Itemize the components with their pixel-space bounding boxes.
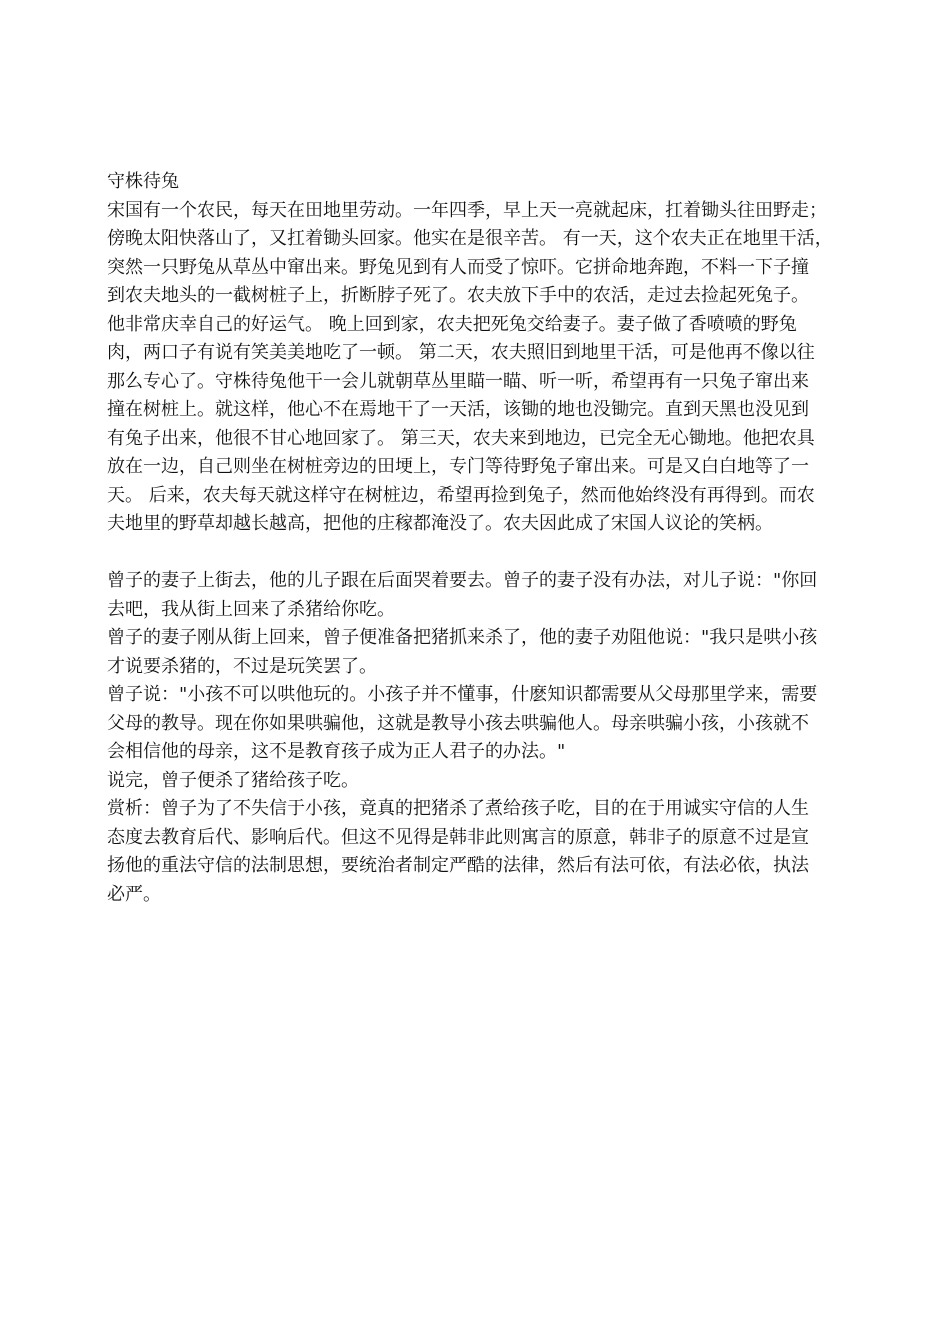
story1-line: 那么专心了。守株待兔他干一会儿就朝草丛里瞄一瞄、听一听，希望再有一只兔子窜出来 [107, 370, 809, 392]
story1-line: 到农夫地头的一截树桩子上，折断脖子死了。农夫放下手中的农活，走过去捡起死兔子。 [107, 285, 809, 306]
story2-line: 必严。 [107, 883, 161, 905]
story1-line: 突然一只野兔从草丛中窜出来。野兔见到有人而受了惊吓。它拼命地奔跑，不料一下子撞 [107, 256, 809, 278]
story1-line: 傍晚太阳快落山了，又扛着锄头回家。他实在是很辛苦。 有一天，这个农夫正在地里干活， [107, 228, 833, 249]
story1-line: 有兔子出来，他很不甘心地回家了。 第三天，农夫来到地边，已完全无心锄地。他把农具 [107, 427, 815, 449]
story1-line: 撞在树桩上。就这样，他心不在焉地干了一天活，该锄的地也没锄完。直到天黑也没见到 [107, 399, 809, 420]
document-body [107, 168, 855, 909]
story2-line: 父母的教导。现在你如果哄骗他，这就是教导小孩去哄骗他人。母亲哄骗小孩，小孩就不 [107, 712, 809, 734]
story2-line: 说完，曾子便杀了猪给孩子吃。 [107, 769, 359, 791]
story2-line: 态度去教育后代、影响后代。但这不见得是韩非此则寓言的原意，韩非子的原意不过是宣 [107, 826, 809, 848]
story1-line: 肉，两口子有说有笑美美地吃了一顿。 第二天，农夫照旧到地里干活，可是他再不像以往 [107, 342, 815, 363]
story2-line: 曾子的妻子上街去，他的儿子跟在后面哭着要去。曾子的妻子没有办法，对儿子说："你回 [107, 570, 818, 591]
story2-line: 才说要杀猪的，不过是玩笑罢了。 [107, 655, 377, 677]
story2-line: 扬他的重法守信的法制思想，要统治者制定严酷的法律，然后有法可依，有法必依，执法 [107, 855, 809, 876]
story2-line: 赏析：曾子为了不失信于小孩，竟真的把猪杀了煮给孩子吃，目的在于用诚实守信的人生 [107, 798, 809, 819]
story2-line: 曾子的妻子刚从街上回来，曾子便准备把猪抓来杀了，他的妻子劝阻他说："我只是哄小孩 [107, 627, 818, 648]
story2-line: 会相信他的母亲，这不是教育孩子成为正人君子的办法。" [107, 741, 566, 762]
story1-line: 宋国有一个农民，每天在田地里劳动。一年四季，早上天一亮就起床，扛着锄头往田野走； [107, 199, 827, 221]
story1-line: 他非常庆幸自己的好运气。 晚上回到家，农夫把死兔交给妻子。妻子做了香喷喷的野兔 [107, 313, 797, 335]
story1-line: 夫地里的野草却越长越高，把他的庄稼都淹没了。农夫因此成了宋国人议论的笑柄。 [107, 513, 773, 534]
story2-line: 去吧，我从街上回来了杀猪给你吃。 [107, 598, 395, 620]
story2-line: 曾子说："小孩不可以哄他玩的。小孩子并不懂事，什麽知识都需要从父母那里学来，需要 [107, 684, 818, 705]
story1-line: 天。 后来，农夫每天就这样守在树桩边，希望再捡到兔子，然而他始终没有再得到。而农 [107, 484, 815, 506]
story-title: 守株待兔 [107, 171, 179, 192]
paragraph-spacer [107, 539, 855, 568]
story1-line: 放在一边，自己则坐在树桩旁边的田埂上，专门等待野兔子窜出来。可是又白白地等了一 [107, 456, 809, 477]
